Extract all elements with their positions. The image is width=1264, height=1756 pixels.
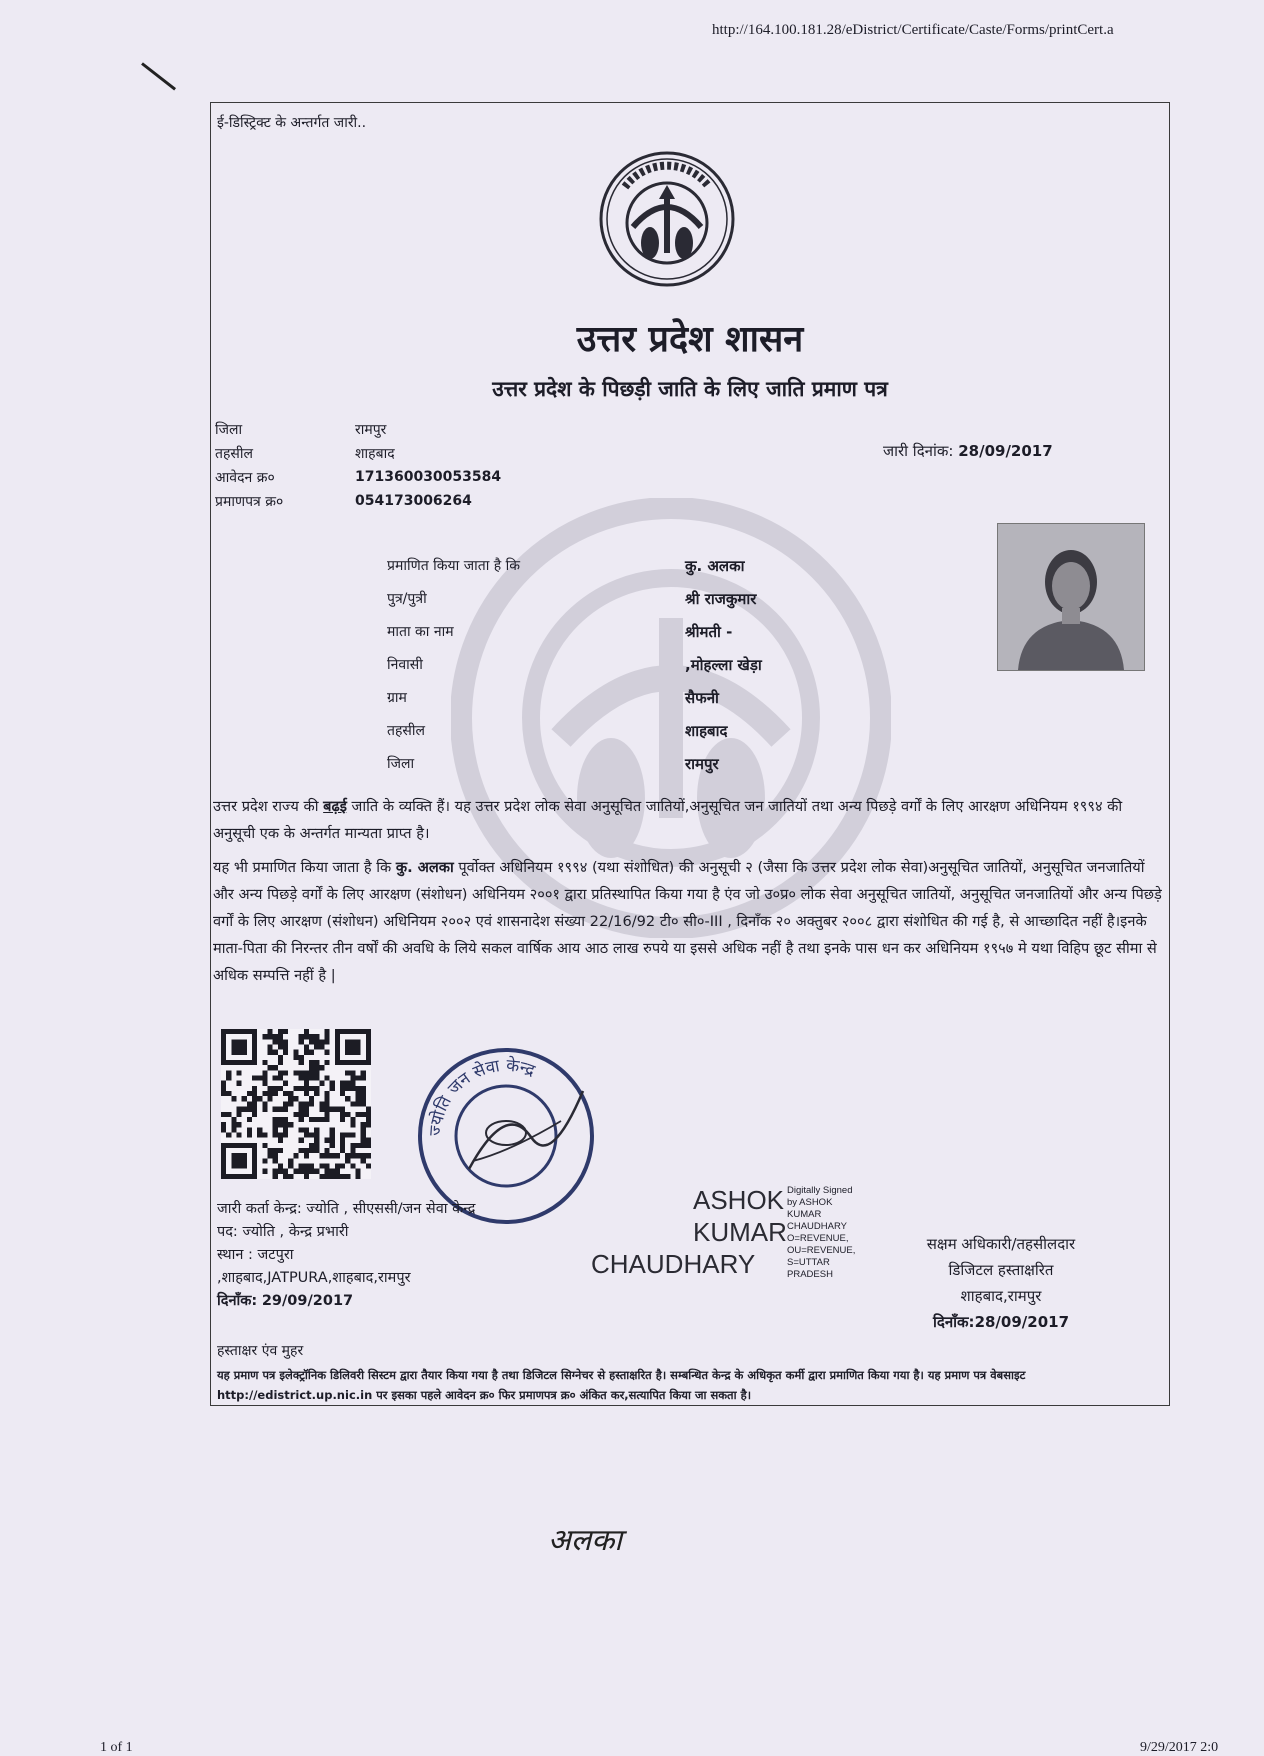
digital-signature-note bbox=[787, 1185, 887, 1281]
info-label: जिला bbox=[215, 421, 243, 438]
info-value: 171360030053584 bbox=[355, 469, 502, 485]
detail-label: जिला bbox=[387, 756, 415, 772]
para2-suffix: पूर्वोक्त अधिनियम १९९४ (यथा संशोधित) की अनुसूची २ (जैसा कि उत्तर प्रदेश लोक सेवा)अनुसूचित जातियों, अनुसूचित जनजातियों और अन्य पिछड़े वर्गों के लिए आरक्षण (संशोधन) अधिनियम २००१ द्वारा प्रतिस्थापित किया गया है एंव जो उ०प्र० लोक सेवा अनुसूचित जातियों, अनुसूचित जनजातियों और अन्य पिछड़े वर्गों के लिए आरक्षण (संशोधन) अधिनियम २००२ एवं शासनादेश संख्या 22/16/92 टी० सी०-III , दिनाँक २० अक्तुबर २००८ द्वारा संशोधित की गई है, से आच्छादित नहीं है।इनके माता-पिता की निरन्तर तीन वर्षों की अवधि के लिये सकल वार्षिक आय आठ लाख रुपये या इससे अधिक नहीं है तथा इनके पास धन कर अधिनियम १९५७ मे यथा विहिप छूट सीमा से अधिक सम्पत्ति नहीं है | bbox=[213, 859, 1162, 984]
officer-date-value: 28/09/2017 bbox=[974, 1313, 1070, 1331]
certificate-frame bbox=[210, 102, 1170, 1406]
signature-note-line: O=REVENUE, bbox=[787, 1233, 849, 1244]
officer-date-label: दिनाँक: bbox=[932, 1313, 975, 1331]
detail-value: श्री राजकुमार bbox=[685, 589, 757, 608]
signature-note-line: S=UTTAR bbox=[787, 1257, 830, 1268]
detail-value: रामपुर bbox=[685, 754, 719, 773]
detail-label: प्रमाणित किया जाता है कि bbox=[387, 558, 521, 574]
applicant-details-table bbox=[387, 549, 762, 780]
issuer-center-line bbox=[217, 1198, 475, 1221]
signature-note-line: Digitally Signed bbox=[787, 1185, 853, 1196]
para2-prefix: यह भी प्रमाणित किया जाता है कि bbox=[213, 859, 392, 876]
person-photo-icon bbox=[998, 524, 1144, 670]
detail-value: ,मोहल्ला खेड़ा bbox=[685, 655, 762, 674]
qr-code-icon bbox=[221, 1029, 371, 1179]
info-row-district bbox=[215, 417, 501, 441]
info-label: प्रमाणपत्र क्र० bbox=[215, 493, 284, 510]
digital-signature-block bbox=[591, 1185, 911, 1295]
up-government-emblem-icon bbox=[595, 147, 739, 291]
issuer-date-value: 29/09/2017 bbox=[261, 1293, 354, 1309]
authorized-officer-block bbox=[876, 1231, 1126, 1335]
issued-under-label: ई-डिस्ट्रिक्ट के अन्तर्गत जारी.. bbox=[217, 115, 367, 131]
issuer-place-value: जटपुरा bbox=[257, 1247, 294, 1263]
detail-label: ग्राम bbox=[387, 690, 407, 706]
verification-disclaimer: यह प्रमाण पत्र इलेक्ट्रॉनिक डिलिवरी सिस्टम द्वारा तैयार किया गया है तथा डिजिटल सिग्नेचर से हस्ताक्षरित है। सम्बन्धित केन्द्र के अधिकृत कर्मी द्वारा प्रमाणित किया गया है। यह प्रमाण पत्र वेबसाइट http://edistrict.up.nic.in पर इसका पहले आवेदन क्र० फिर प्रमाणपत्र क्र० अंकित कर,सत्यापित किया जा सकता है। bbox=[217, 1368, 1026, 1402]
print-url: http://164.100.181.28/eDistrict/Certificate/Caste/Forms/printCert.a bbox=[712, 22, 1114, 38]
para1-prefix: उत्तर प्रदेश राज्य की bbox=[213, 798, 319, 815]
signature-note-line: KUMAR bbox=[787, 1209, 822, 1220]
government-title: उत्तर प्रदेश शासन bbox=[576, 318, 804, 360]
officer-place: शाहबाद,रामपुर bbox=[960, 1287, 1042, 1305]
handwritten-name: अलका bbox=[548, 1523, 623, 1558]
signature-seal-label: हस्ताक्षर एंव मुहर bbox=[217, 1343, 304, 1359]
detail-value: श्रीमती - bbox=[685, 622, 733, 641]
signature-note-line: CHAUDHARY bbox=[787, 1221, 848, 1232]
issuer-address: ,शाहबाद,JATPURA,शाहबाद,रामपुर bbox=[217, 1270, 411, 1286]
detail-row bbox=[387, 582, 762, 615]
svg-text:ज्योति जन सेवा केन्द्र bbox=[426, 1055, 539, 1137]
detail-label: माता का नाम bbox=[387, 624, 454, 640]
issuer-date-line bbox=[217, 1290, 475, 1313]
detail-row bbox=[387, 747, 762, 780]
detail-row bbox=[387, 615, 762, 648]
creamy-layer-paragraph bbox=[213, 854, 1165, 989]
detail-row bbox=[387, 549, 762, 582]
issue-date-label: जारी दिनांक: bbox=[883, 442, 954, 460]
detail-label: निवासी bbox=[387, 657, 423, 673]
detail-value: सैफनी bbox=[685, 688, 719, 707]
issuer-post-value: ज्योति , केन्द्र प्रभारी bbox=[242, 1224, 349, 1240]
printed-datetime: 9/29/2017 2:0 bbox=[1140, 1740, 1219, 1755]
para2-applicant-name: कु. अलका bbox=[395, 859, 454, 876]
detail-row bbox=[387, 714, 762, 747]
issuer-place-line bbox=[217, 1244, 475, 1267]
issuer-date-label: दिनाँक: bbox=[217, 1293, 258, 1309]
signature-name-line2: KUMAR bbox=[693, 1217, 787, 1247]
info-value: शाहबाद bbox=[355, 445, 395, 462]
officer-signed-status: डिजिटल हस्ताक्षरित bbox=[948, 1261, 1054, 1279]
info-row-certificate-no bbox=[215, 489, 501, 513]
officer-title: सक्षम अधिकारी/तहसीलदार bbox=[926, 1235, 1076, 1253]
certificate-subtitle: उत्तर प्रदेश के पिछड़ी जाति के लिए जाति प्रमाण पत्र bbox=[492, 377, 888, 401]
detail-row bbox=[387, 648, 762, 681]
signature-note-line: OU=REVENUE, bbox=[787, 1245, 856, 1256]
detail-label: पुत्र/पुत्री bbox=[387, 591, 427, 607]
issuer-center-value: ज्योति , सीएससी/जन सेवा केन्द्र bbox=[306, 1201, 476, 1217]
para1-suffix: जाति के व्यक्ति हैं। यह उत्तर प्रदेश लोक सेवा अनुसूचित जातियों,अनुसूचित जन जातियों तथा अन्य पिछड़े वर्गों के लिए आरक्षण अधिनियम १९९४ की अनुसूची एक के अन्तर्गत मान्यता प्राप्त है। bbox=[213, 798, 1123, 842]
pen-tick-mark bbox=[141, 62, 176, 90]
issuer-post-line bbox=[217, 1221, 475, 1244]
issue-date-value: 28/09/2017 bbox=[958, 442, 1053, 460]
detail-label: तहसील bbox=[387, 723, 425, 739]
info-row-application-no bbox=[215, 465, 501, 489]
caste-statement-paragraph bbox=[213, 793, 1165, 847]
caste-name: बढ़ई bbox=[323, 798, 347, 815]
issuer-center-label: जारी कर्ता केन्द्र: bbox=[217, 1201, 302, 1217]
detail-value: कु. अलका bbox=[685, 556, 745, 575]
detail-value: शाहबाद bbox=[685, 721, 728, 740]
issuer-post-label: पद: bbox=[217, 1224, 238, 1240]
signature-name-line1: ASHOK bbox=[693, 1185, 785, 1215]
seal-ring-text: ज्योति जन सेवा केन्द्र bbox=[425, 1055, 538, 1137]
info-value: 054173006264 bbox=[355, 493, 472, 509]
issue-date bbox=[883, 441, 1053, 461]
info-row-tehsil bbox=[215, 441, 501, 465]
info-label: तहसील bbox=[215, 445, 253, 462]
signature-name-line3: CHAUDHARY bbox=[591, 1249, 756, 1279]
page-count: 1 of 1 bbox=[100, 1740, 133, 1755]
issuer-place-label: स्थान : bbox=[217, 1247, 253, 1263]
signature-note-line: by ASHOK bbox=[787, 1197, 833, 1208]
officer-date-line bbox=[876, 1309, 1126, 1335]
signature-note-line: PRADESH bbox=[787, 1269, 833, 1280]
issuer-details bbox=[217, 1198, 475, 1313]
info-value: रामपुर bbox=[355, 421, 387, 438]
application-info-table bbox=[215, 417, 501, 513]
detail-row bbox=[387, 681, 762, 714]
applicant-photo bbox=[997, 523, 1145, 671]
info-label: आवेदन क्र० bbox=[215, 469, 275, 486]
